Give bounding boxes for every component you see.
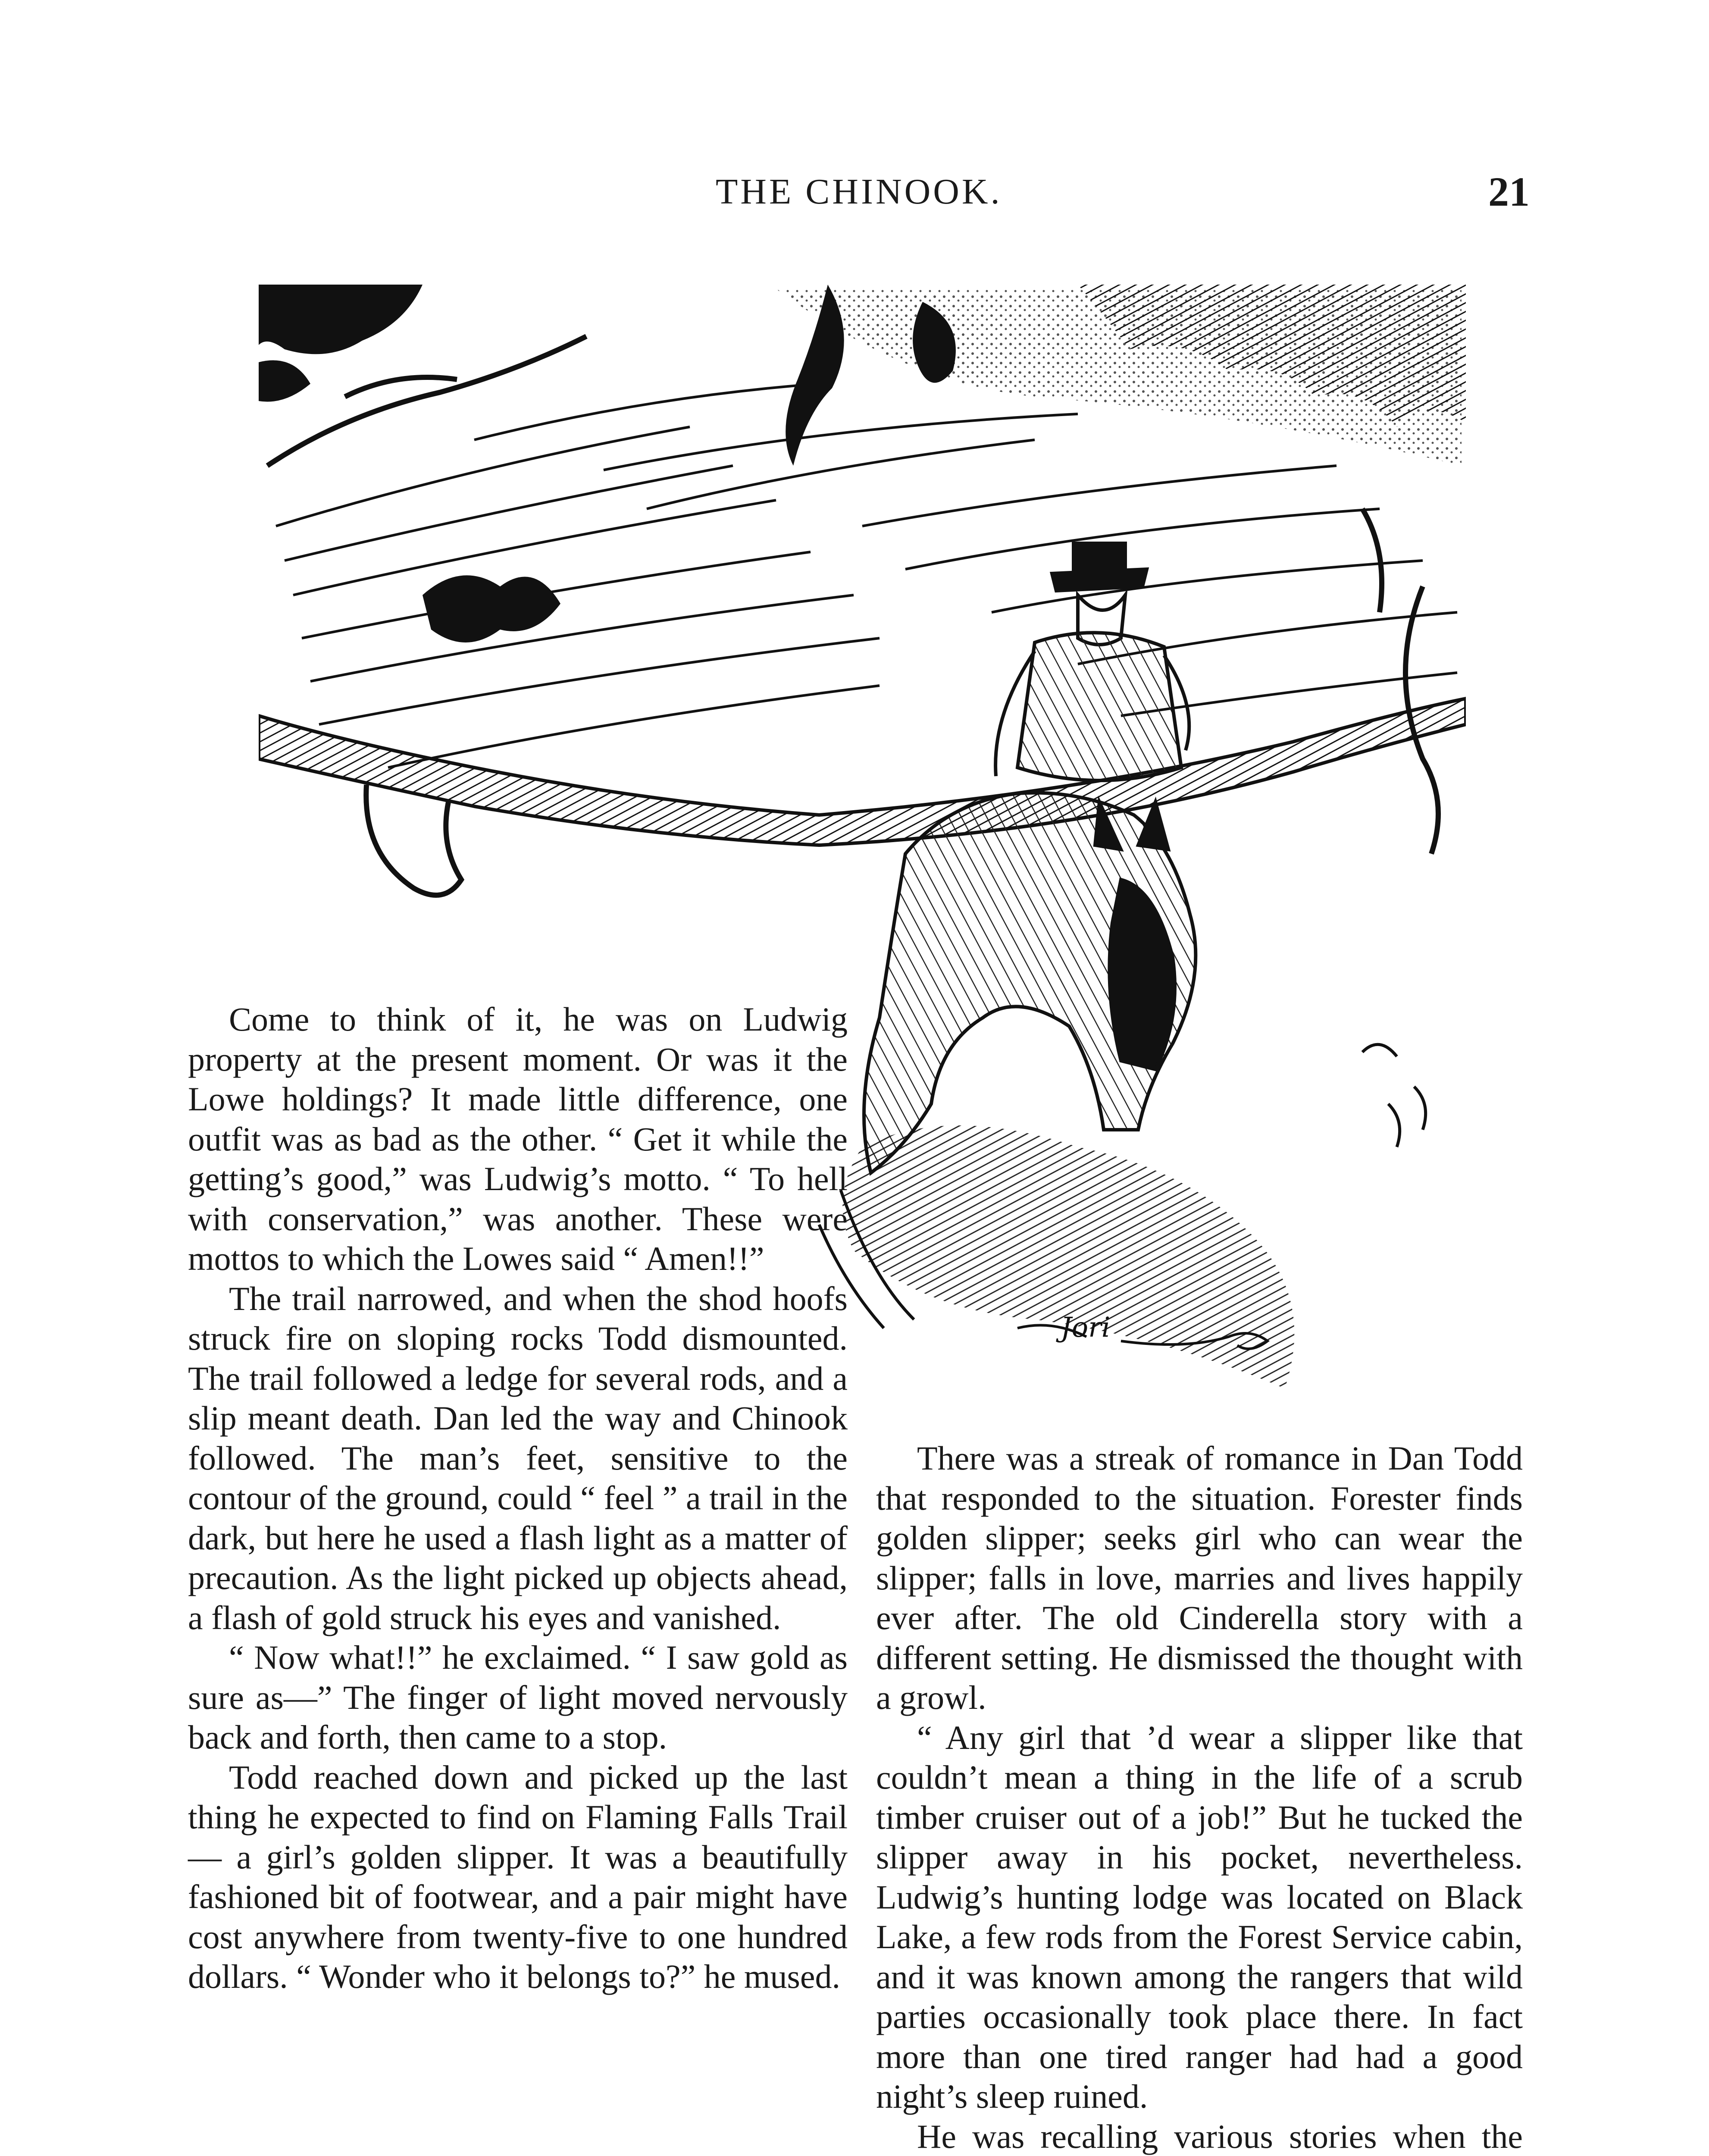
running-title: THE CHINOOK.: [716, 172, 1002, 212]
paragraph: “ Now what!!” he exclaimed. “ I saw gold as sure as—” The finger of light moved nervously back and forth, then came to a stop.: [188, 1639, 848, 1756]
paragraph: The trail narrowed, and when the shod hoofs struck fire on sloping rocks Todd dismounted. The trail followed a ledge for several rods, and a slip meant death. Dan led the way and Chinook followed. The man’s feet, sensitive to the contour of the ground, could “ feel ” a trail in the dark, but here he used a flash light as a matter of precaution. As the light picked up objects ahead, a flash of gold struck his eyes and vanished.: [188, 1279, 848, 1636]
ground-shadow: [842, 1125, 1294, 1388]
paragraph: Come to think of it, he was on Ludwig property at the present moment. Or was it the Lowe holdings? It made little difference, one outfit was as bad as the other. “ Get it while the getting’s good,” was Ludwig’s motto. “ To hell with conservation,” was another. These were mottos to which the Lowes said “ Amen!!”: [188, 1000, 848, 1277]
page-header: [0, 166, 1709, 218]
page-number: 21: [1488, 169, 1530, 215]
paragraph: Todd reached down and picked up the last thing he expected to find on Flaming Falls Trail — a girl’s golden slipper. It was a beautifully fashioned bit of footwear, and a pair might have cost anywhere from twenty-five to one hundred dollars. “ Wonder who it belongs to?” he mused.: [188, 1758, 848, 1995]
fallen-log: [259, 699, 1466, 845]
paragraph: He was recalling various stories when the: [917, 2117, 1523, 2155]
text-column-left: [188, 1000, 848, 1997]
horse: [864, 793, 1196, 1173]
text-column-right: [876, 1438, 1523, 2156]
signature-text: Jori: [1061, 1312, 1111, 1344]
hillside-hatching: [276, 384, 1457, 768]
rider: [995, 543, 1189, 780]
paragraph: There was a streak of romance in Dan Todd that responded to the situation. Forester finds golden slipper; seeks girl who can wear the slipper; falls in love, marries and lives happily ever after. The old Cinderella story with a different setting. He dismissed the thought with a growl.: [876, 1439, 1523, 1716]
paragraph: “ Any girl that ’d wear a slipper like that couldn’t mean a thing in the life of a scrub timber cruiser out of a job!” But he tucked the slipper away in his pocket, nevertheless. Ludwig’s hunting lodge was located on Black Lake, a few rods from the Forest Service cabin, and it was known among the rangers that wild parties occasionally took place there. In fact more than one tired ranger had had a good night’s sleep ruined.: [876, 1718, 1523, 2115]
